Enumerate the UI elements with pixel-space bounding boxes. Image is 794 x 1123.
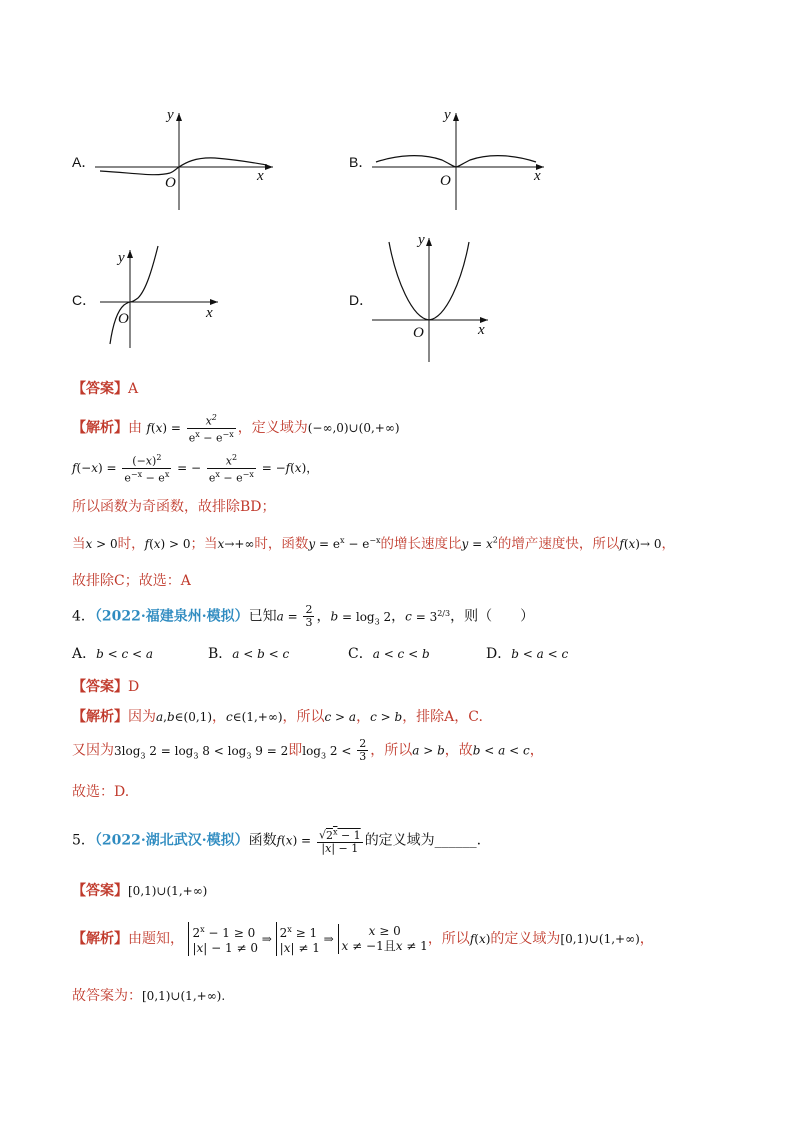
answer-value: A (128, 381, 139, 397)
svg-text:O: O (413, 325, 424, 341)
q3-analysis-line-2: f(−x) = $\frac{(-x)^2}{e^{-x} - e^x}$ = − $\frac{x^2}{e^x - e^{-x}}$ = −f(x)， (72, 453, 319, 485)
svg-text:y: y (167, 107, 174, 123)
q4-option-b[interactable]: B．a < b < c (208, 646, 290, 662)
option-a-label: A． (72, 154, 96, 170)
svg-text:x: x (206, 305, 213, 321)
q4-analysis-line-3: 故选：D. (72, 784, 130, 800)
q5-number: 5． (72, 832, 95, 849)
graph-option-a (95, 105, 285, 215)
answer-tag: 【答案】 (72, 381, 128, 397)
q5-answer-line: 【答案】[0,1)∪(1,+∞) (72, 883, 208, 899)
option-b-label: B． (349, 154, 373, 170)
analysis-tag: 【解析】 (72, 420, 128, 437)
q5-source: （2022·湖北武汉·模拟） (94, 832, 249, 849)
q5-analysis-line-2: 故答案为：[0,1)∪(1,+∞). (72, 988, 226, 1004)
q4-number: 4． (72, 608, 95, 625)
q4-option-c[interactable]: C．a < c < b (348, 646, 430, 662)
graph-option-c (100, 240, 225, 352)
q4-stem: 4．（2022·福建泉州·模拟）已知a = $\frac{2}{3}$ ，$b = \log_3 2$，$c = 3^{2/3}$，则（ ） (72, 603, 535, 629)
svg-text:x: x (478, 322, 485, 338)
svg-text:O: O (165, 175, 176, 191)
svg-text:x: x (257, 168, 264, 184)
q3-analysis-line-1: 【解析】由 f(x) = $\frac{x^2}{e^x - e^{-x}}$ ，定义域为(−∞,0)∪(0,+∞) (72, 413, 400, 445)
svg-text:O: O (118, 311, 129, 327)
svg-text:y: y (444, 107, 451, 123)
svg-text:x: x (534, 168, 541, 184)
svg-text:y: y (418, 232, 425, 248)
option-c-label: C． (72, 292, 97, 308)
q5-analysis-line-1: 【解析】由题知， $2^x - 1 \ge 0$ |x| − 1 ≠ 0 ⇒ $2^x \ge 1$ |x| ≠ 1 ⇒ x ≥ 0 x ≠ −1且x ≠ 1，所以f(x)的定义域为[0,1)∪(1,+∞)， (72, 924, 654, 955)
q5-stem: 5．（2022·湖北武汉·模拟）函数f(x) = $\frac{√2^x - 1}{|x| - 1}$ 的定义域为______. (72, 827, 482, 855)
graph-option-d (372, 230, 497, 365)
q4-option-d[interactable]: D．b < a < c (486, 646, 569, 662)
q4-analysis-line-2: 又因为$3\log_3$ $2 = \log_3 8 < \log_3 9 = 2$即$\log_3 2$ < $\frac{2}{3}$ ，所以a > b，故b < a < c， (72, 737, 544, 763)
q4-source: （2022·福建泉州·模拟） (94, 608, 249, 625)
q4-option-a[interactable]: A．b < c < a (72, 646, 154, 662)
svg-text:y: y (118, 250, 125, 266)
q3-analysis-line-5: 故排除C；故选：A (72, 573, 191, 589)
graph-option-b (372, 105, 552, 215)
q3-analysis-line-3: 所以函数为奇函数，故排除BD； (72, 499, 276, 515)
q4-analysis-line-1: 【解析】因为a,b∈(0,1)，c∈(1,+∞)，所以c > a，c > b，排除A，C. (72, 709, 483, 725)
svg-text:O: O (440, 173, 451, 189)
option-d-label: D． (349, 292, 374, 308)
q4-answer-line: 【答案】D (72, 679, 140, 695)
q3-analysis-line-4: 当x > 0时，f(x) > 0；当x→+∞时，函数$y = e^x - e^{-x}$的增长速度比$y = x^2$的增产速度快，所以f(x)→ 0， (72, 535, 675, 552)
q3-answer-line (72, 378, 138, 398)
